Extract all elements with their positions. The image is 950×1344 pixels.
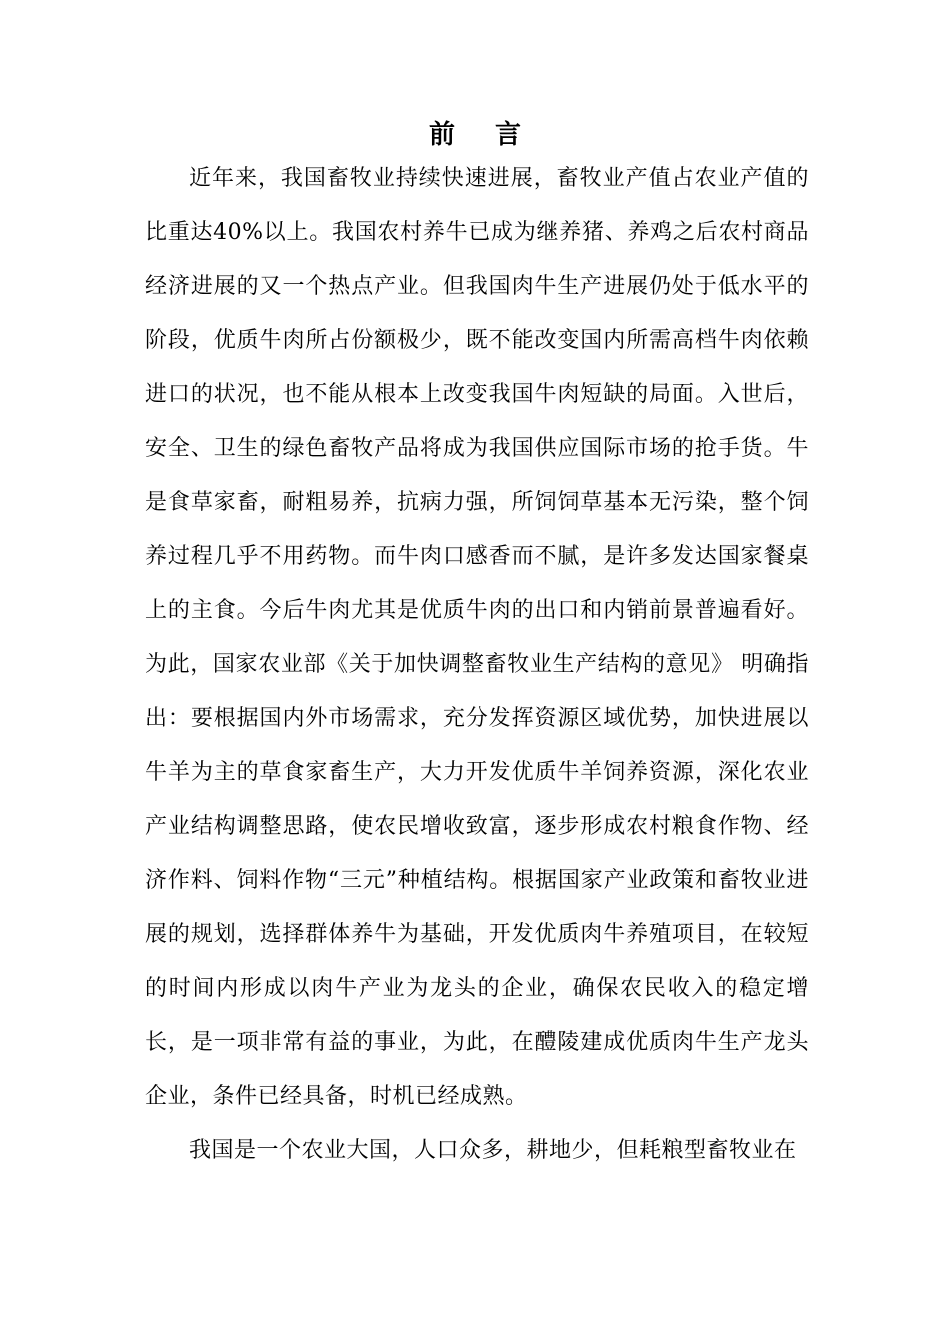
document-body bbox=[145, 152, 809, 1178]
paragraph-1: 近年来，我国畜牧业持续快速进展，畜牧业产值占农业产值的比重达40%以上。我国农村养牛已成为继养猪、养鸡之后农村商品经济进展的又一个热点产业。但我国肉牛生产进展仍处于低水平的阶段，优质牛肉所占份额极少，既不能改变国内所需高档牛肉依赖进口的状况，也不能从根本上改变我国牛肉短缺的局面。入世后，安全、卫生的绿色畜牧产品将成为我国供应国际市场的抢手货。牛是食草家畜，耐粗易养，抗病力强，所饲饲草基本无污染，整个饲养过程几乎不用药物。而牛肉口感香而不腻，是许多发达国家餐桌上的主食。今后牛肉尤其是优质牛肉的出口和内销前景普遍看好。为此，国家农业部《关于加快调整畜牧业生产结构的意见》 明确指出：要根据国内外市场需求，充分发挥资源区域优势，加快进展以牛羊为主的草食家畜生产，大力开发优质牛羊饲养资源，深化农业产业结构调整思路，使农民增收致富，逐步形成农村粮食作物、经济作料、饲料作物“三元”种植结构。根据国家产业政策和畜牧业进展的规划，选择群体养牛为基础，开发优质肉牛养殖项目，在较短的时间内形成以肉牛产业为龙头的企业，确保农民收入的稳定增长，是一项非常有益的事业，为此，在醴陵建成优质肉牛生产龙头企业，条件已经具备，时机已经成熟。 bbox=[145, 166, 809, 1109]
page-title: 前言 bbox=[428, 120, 561, 150]
paragraph-2: 我国是一个农业大国，人口众多，耕地少，但耗粮型畜牧业在 bbox=[189, 1138, 797, 1163]
